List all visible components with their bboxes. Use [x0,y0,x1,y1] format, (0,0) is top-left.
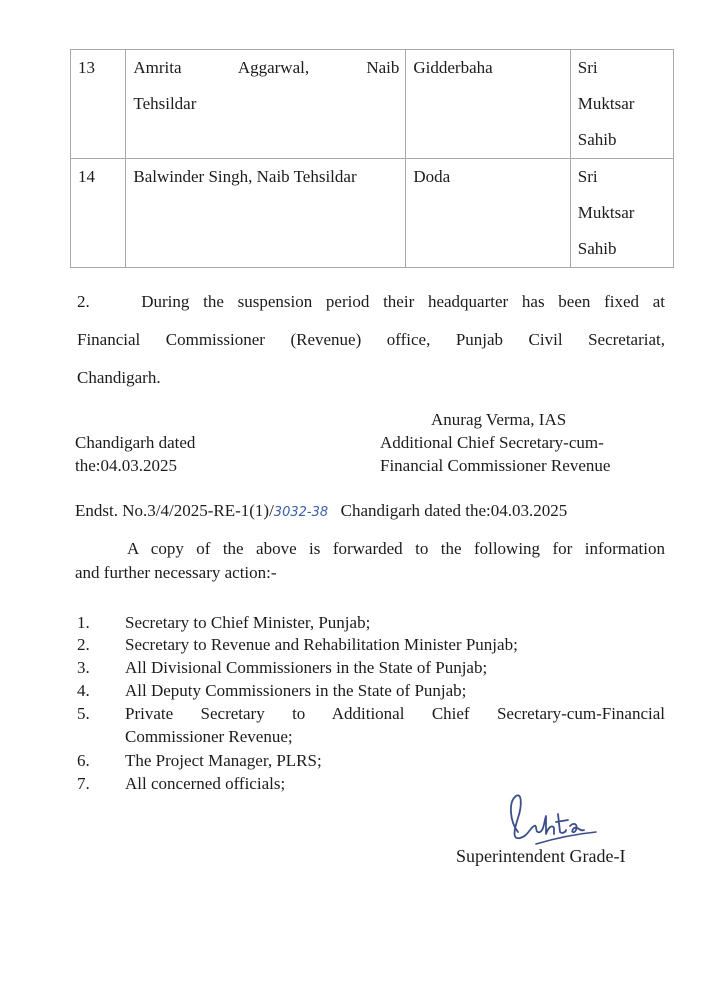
superintendent-designation: Superintendent Grade-I [456,846,626,866]
name-line2: Tehsildar [133,94,197,113]
name-cell: Balwinder Singh, Naib Tehsildar [126,159,406,268]
officer-name: Anurag Verma, IAS [431,410,567,429]
paragraph-2 [77,283,665,397]
district-cell: Sri Muktsar Sahib [570,159,673,268]
officer-designation-line1: Additional Chief Secretary-cum- [380,433,604,452]
district-cell: Sri Muktsar Sahib [570,50,673,159]
paragraph-2-line1: 2. During the suspension period their headquarter has been fixed at [77,292,666,311]
station-cell: Gidderbaha [406,50,570,159]
name-cell [126,50,406,159]
sr-no-cell: 14 [71,159,126,268]
paragraph-2-line3: Chandigarh. [77,368,161,387]
table-row [71,159,674,268]
sr-no-cell: 13 [71,50,126,159]
endorsement-number: Endst. No.3/4/2025-RE-1(1)/3032-38 Chandigarh dated the:04.03.2025 [75,501,568,520]
station-cell: Doda [406,159,570,268]
officer-designation-line2: Financial Commissioner Revenue [380,456,611,475]
officials-table [70,49,674,268]
place-date-line2: the:04.03.2025 [75,456,177,475]
handwritten-dispatch-number: 3032-38 [273,505,329,520]
forward-note: A copy of the above is forwarded to the following for information and further necessary action:- [75,539,665,582]
signature-underline [536,832,596,844]
signature-stroke [511,795,584,838]
paragraph-2-line2: Financial Commissioner (Revenue) office, Punjab Civil Secretariat, [77,330,665,349]
table-row [71,50,674,159]
place-date-line1: Chandigarh dated [75,433,196,452]
name-line1: Amrita Aggarwal, Naib [133,58,400,77]
handwritten-signature-icon [500,792,600,852]
